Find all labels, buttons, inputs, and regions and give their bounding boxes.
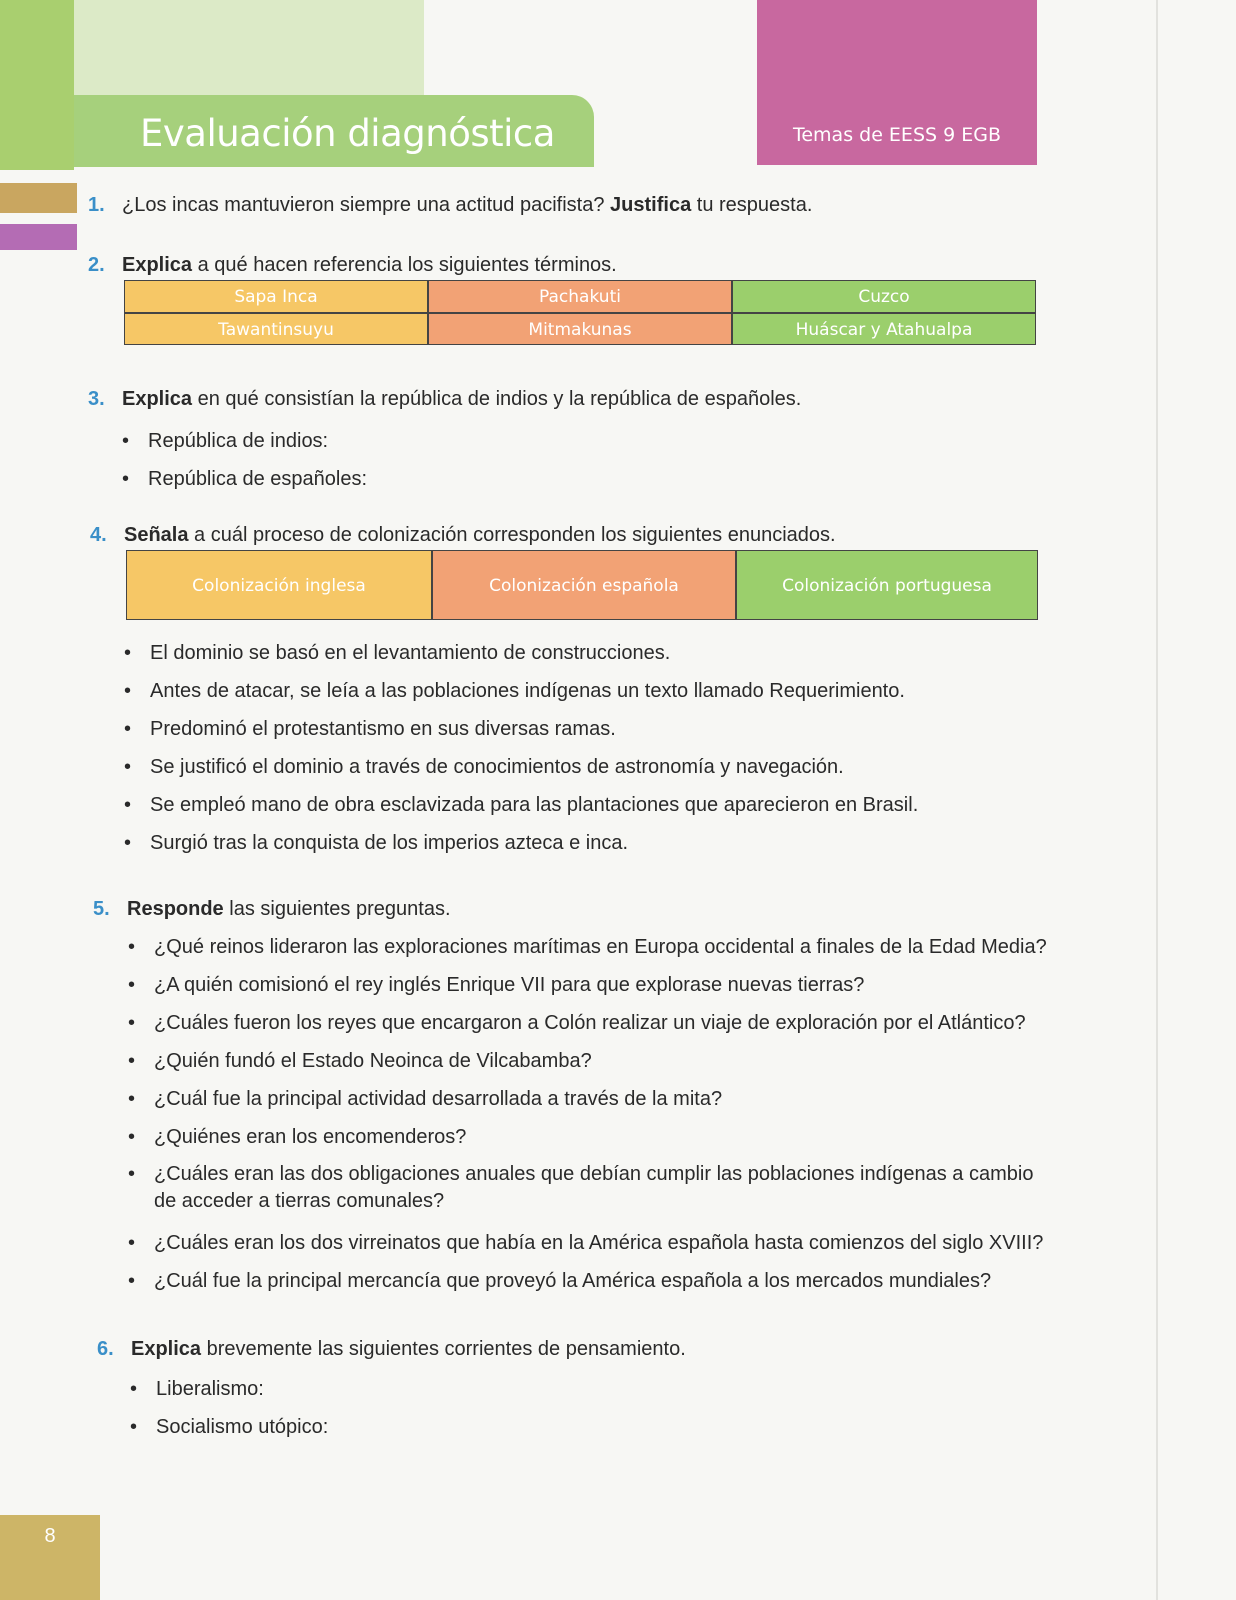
list-item: • ¿Cuál fue la principal mercancía que proveyó la América española a los mercados mundiales? [154,1270,991,1293]
question-6 [97,1338,686,1361]
question-keyword: Justifica [610,194,692,216]
gold-tab [0,183,77,213]
question-keyword: Explica [122,254,193,276]
list-item: • ¿Cuáles eran los dos virreinatos que había en la América española hasta comienzos del siglo XVIII? [154,1232,1043,1255]
question-text: las siguientes preguntas. [229,898,451,920]
list-item: • ¿Qué reinos lideraron las exploraciones marítimas en Europa occidental a finales de la Edad Media? [154,936,1047,959]
subject-label: Temas de EESS 9 EGB [792,124,1001,146]
question-number: 4. [90,524,107,546]
question-keyword: Explica [131,1338,202,1360]
question-number: 6. [97,1338,114,1360]
list-item: • ¿Quién fundó el Estado Neoinca de Vilcabamba? [154,1050,592,1073]
term-cell: Cuzco [732,280,1036,313]
list-item: • República de indios: [148,430,328,453]
question-text: a cuál proceso de colonización corresponden los siguientes enunciados. [194,524,836,546]
question-number: 2. [88,254,105,276]
list-item: • Surgió tras la conquista de los imperios azteca e inca. [150,832,628,855]
term-cell: Tawantinsuyu [124,313,428,345]
question-text: a qué hacen referencia los siguientes términos. [197,254,617,276]
list-item: • Se justificó el dominio a través de conocimientos de astronomía y navegación. [150,756,844,779]
question-2 [88,254,617,277]
question-text-end: tu respuesta. [696,194,813,216]
question-keyword: Señala [124,524,189,546]
list-item: • El dominio se basó en el levantamiento de construcciones. [150,642,670,665]
list-item: • Predominó el protestantismo en sus diversas ramas. [150,718,616,741]
question-number: 1. [88,194,105,216]
question-text: ¿Los incas mantuvieron siempre una actitud pacifista? [122,194,605,216]
question-1 [88,194,812,217]
option-cell: Colonización portuguesa [736,550,1038,620]
option-cell: Colonización española [432,550,736,620]
list-item: • ¿A quién comisionó el rey inglés Enrique VII para que explorase nuevas tierras? [154,974,864,997]
list-item: • Antes de atacar, se leía a las poblaciones indígenas un texto llamado Requerimiento. [150,680,905,703]
question-text: en qué consistían la república de indios y la república de españoles. [197,388,802,410]
question-3 [88,388,801,411]
term-cell: Sapa Inca [124,280,428,313]
list-item: • ¿Cuáles fueron los reyes que encargaron a Colón realizar un viaje de exploración por el Atlántico? [154,1012,1026,1035]
question-keyword: Responde [127,898,224,920]
question-text: brevemente las siguientes corrientes de pensamiento. [206,1338,686,1360]
top-green-block [74,0,424,95]
option-cell: Colonización inglesa [126,550,432,620]
page-edge [1156,0,1158,1600]
left-green-strip [0,0,74,170]
term-cell: Huáscar y Atahualpa [732,313,1036,345]
purple-tab [0,224,77,250]
term-cell: Pachakuti [428,280,732,313]
list-item: • ¿Quiénes eran los encomenderos? [154,1126,466,1149]
list-item: • Se empleó mano de obra esclavizada para las plantaciones que aparecieron en Brasil. [150,794,918,817]
question-keyword: Explica [122,388,193,410]
list-item: • República de españoles: [148,468,367,491]
list-item: • Socialismo utópico: [156,1416,328,1439]
list-item: • ¿Cuál fue la principal actividad desarrollada a través de la mita? [154,1088,722,1111]
page-title: Evaluación diagnóstica [140,112,555,155]
question-number: 3. [88,388,105,410]
list-item: • Liberalismo: [156,1378,264,1401]
question-number: 5. [93,898,110,920]
page-number: 8 [44,1525,56,1547]
question-4 [90,524,836,547]
question-5 [93,898,451,921]
term-cell: Mitmakunas [428,313,732,345]
list-item: • ¿Cuáles eran las dos obligaciones anuales que debían cumplir las poblaciones indígenas a cambio de acceder a tierras comunales? [154,1161,1054,1215]
